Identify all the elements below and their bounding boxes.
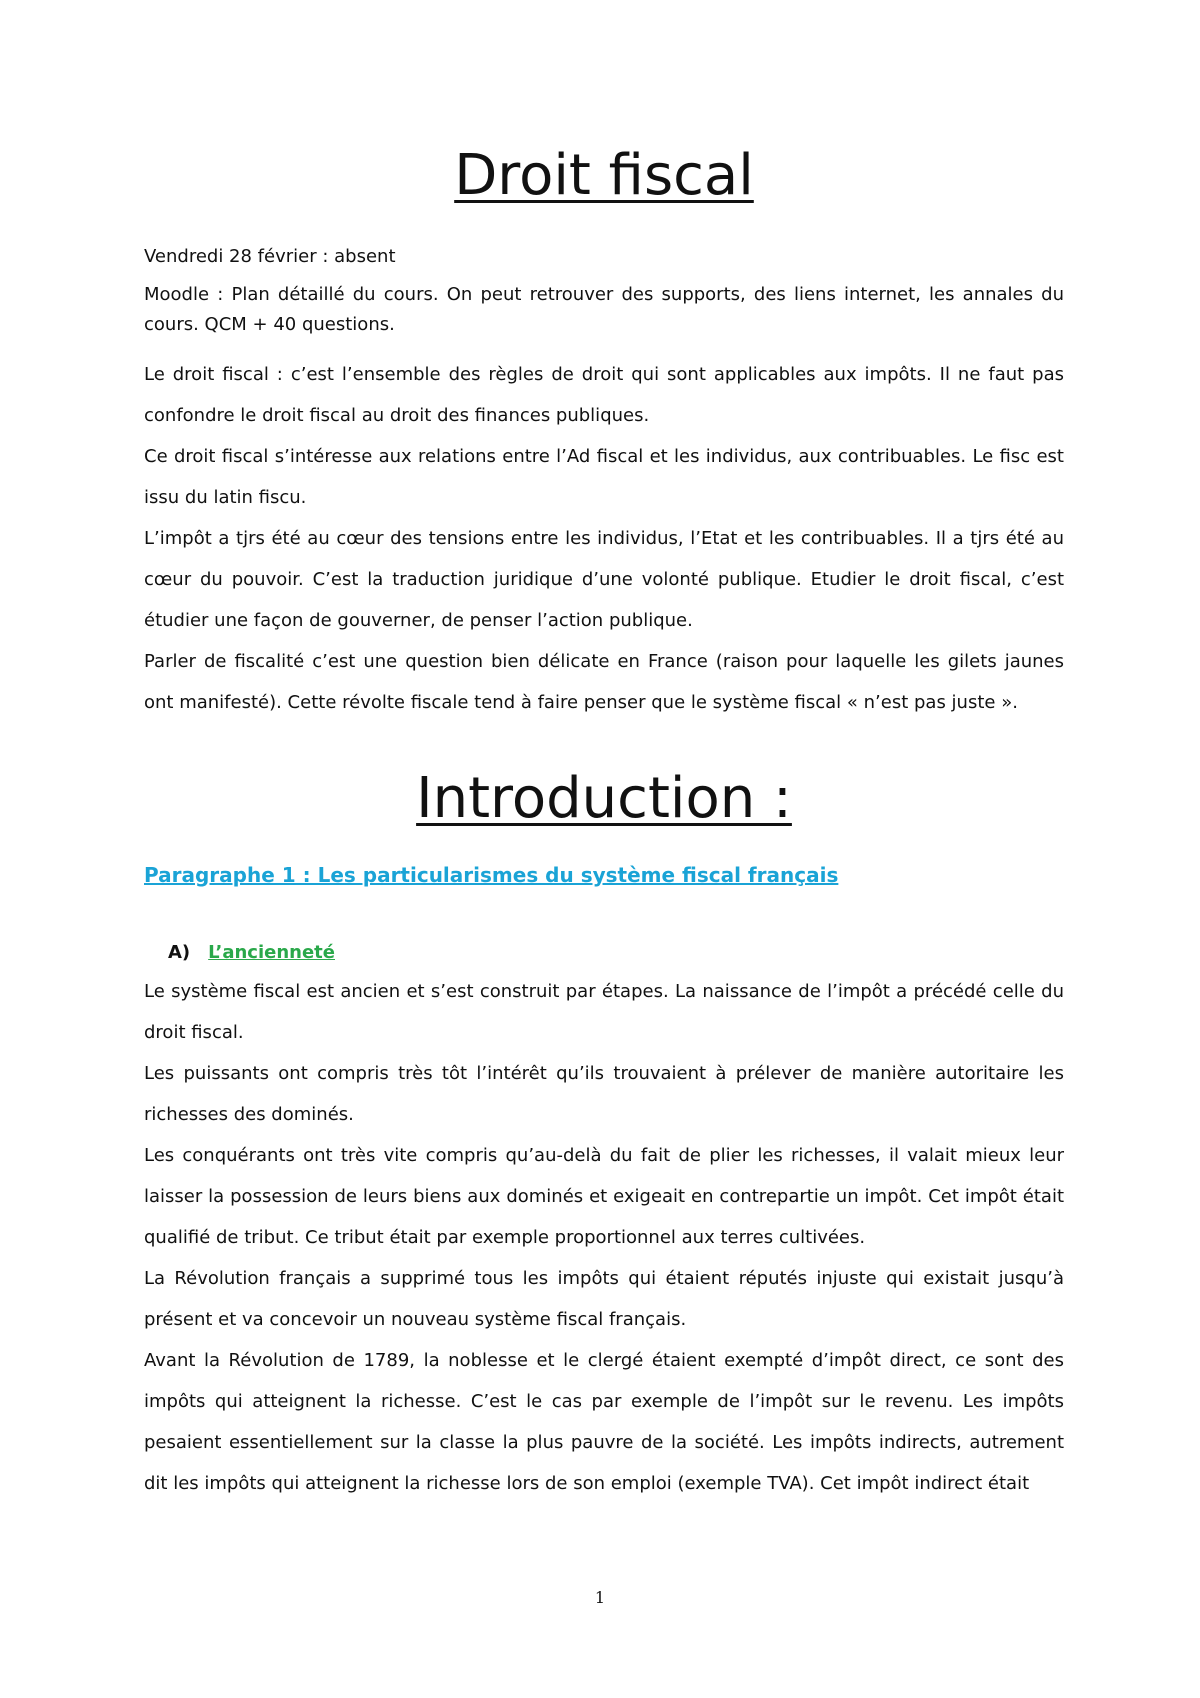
section-title: Introduction :	[416, 766, 792, 831]
subheading-letter: A)	[168, 942, 191, 963]
section-paragraph-1: Le système fiscal est ancien et s’est construit par étapes. La naissance de l’impôt a précédé celle du droit fiscal.	[144, 981, 1064, 1043]
section-paragraph-4: La Révolution français a supprimé tous les impôts qui étaient réputés injuste qui existait jusqu’à présent et va concevoir un nouveau système fiscal français.	[144, 1268, 1064, 1330]
intro-paragraph-1: Le droit fiscal : c’est l’ensemble des règles de droit qui sont applicables aux impôts. Il ne faut pas confondre le droit fiscal au droit des finances publiques.	[144, 364, 1064, 426]
section-paragraph-3: Les conquérants ont très vite compris qu’au-delà du fait de plier les richesses, il valait mieux leur laisser la possession de leurs biens aux dominés et exigeait en contrepartie un impôt. Cet impôt était qualifié de tribut. Ce tribut était par exemple proportionnel aux terres cultivées.	[144, 1145, 1064, 1248]
subheading	[168, 935, 1064, 971]
page-number: 1	[594, 1588, 606, 1607]
page-content	[144, 140, 1064, 1504]
section-paragraph-2: Les puissants ont compris très tôt l’intérêt qu’ils trouvaient à prélever de manière autoritaire les richesses des dominés.	[144, 1063, 1064, 1125]
paragraphe-heading: Paragraphe 1 : Les particularismes du système fiscal français	[144, 863, 839, 887]
intro-paragraph-4: Parler de fiscalité c’est une question bien délicate en France (raison pour laquelle les gilets jaunes ont manifesté). Cette révolte fiscale tend à faire penser que le système fiscal « n’est pas juste ».	[144, 651, 1064, 713]
section-paragraph-5: Avant la Révolution de 1789, la noblesse et le clergé étaient exempté d’impôt direct, ce sont des impôts qui atteignent la richesse. C’est le cas par exemple de l’impôt sur le revenu. Les impôts pesaient essentiellement sur la classe la plus pauvre de la société. Les impôts indirects, autrement dit les impôts qui atteignent la richesse lors de son emploi (exemple TVA). Cet impôt indirect était	[144, 1350, 1064, 1494]
absence-note: Vendredi 28 février : absent	[144, 246, 396, 267]
document-title: Droit fiscal	[454, 143, 754, 208]
intro-paragraph-2: Ce droit fiscal s’intéresse aux relations entre l’Ad fiscal et les individus, aux contribuables. Le fisc est issu du latin fiscu.	[144, 446, 1064, 508]
subheading-text: L’ancienneté	[208, 942, 335, 963]
intro-paragraph-3: L’impôt a tjrs été au cœur des tensions entre les individus, l’Etat et les contribuables. Il a tjrs été au cœur du pouvoir. C’est la traduction juridique d’une volonté publique. Etudier le droit fiscal, c’est étudier une façon de gouverner, de penser l’action publique.	[144, 528, 1064, 631]
moodle-note: Moodle : Plan détaillé du cours. On peut retrouver des supports, des liens internet, les annales du cours. QCM + 40 questions.	[144, 284, 1064, 335]
